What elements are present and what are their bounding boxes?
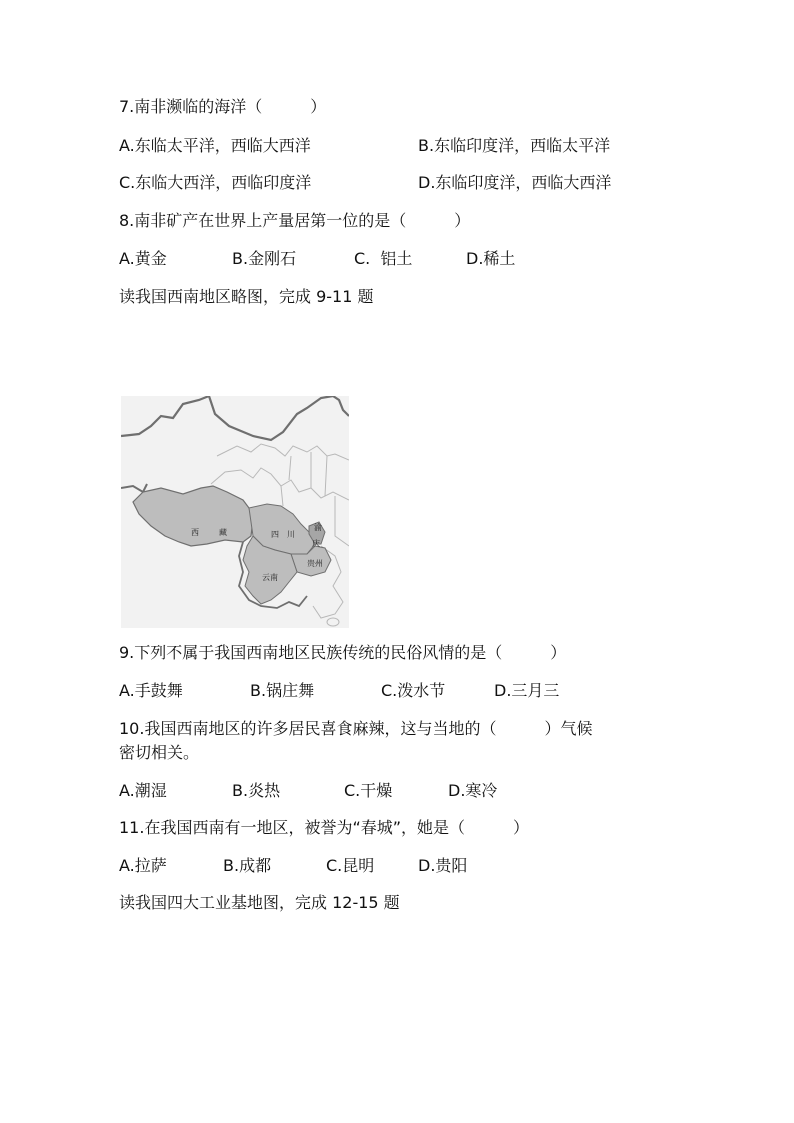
q8-option-d: D.稀土 <box>466 249 516 268</box>
map-label-yunnan: 云南 <box>262 573 278 582</box>
question-11-stem: 11.在我国西南有一地区，被誉为“春城”，她是（ ） <box>119 818 530 837</box>
q10-option-d: D.寒冷 <box>448 781 498 800</box>
map-label-guizhou: 贵州 <box>307 559 323 568</box>
map-label-xizang-2: 藏 <box>219 528 227 537</box>
map-label-sichuan-2: 川 <box>287 530 295 539</box>
q11-option-a: A.拉萨 <box>119 856 167 875</box>
q10-option-c: C.干燥 <box>344 781 393 800</box>
q10-option-a: A.潮湿 <box>119 781 167 800</box>
q7-option-d: D.东临印度洋，西临大西洋 <box>418 173 612 192</box>
q10-option-b: B.炎热 <box>232 781 281 800</box>
q8-option-a: A.黄金 <box>119 249 167 268</box>
map-intro-12-15: 读我国四大工业基地图，完成 12-15 题 <box>119 893 400 912</box>
q11-option-c: C.昆明 <box>326 856 375 875</box>
q9-option-a: A.手鼓舞 <box>119 681 183 700</box>
q11-option-d: D.贵阳 <box>418 856 468 875</box>
map-label-sichuan-1: 四 <box>271 530 279 539</box>
map-label-chongqing-2: 庆 <box>312 539 320 548</box>
q7-option-b: B.东临印度洋，西临太平洋 <box>418 136 611 155</box>
map-label-xizang-1: 西 <box>191 528 199 537</box>
map-label-chongqing: 渝 <box>314 523 322 532</box>
q9-option-b: B.锅庄舞 <box>250 681 315 700</box>
question-8-stem: 8.南非矿产在世界上产量居第一位的是（ ） <box>119 211 471 230</box>
question-9-stem: 9.下列不属于我国西南地区民族传统的民俗风情的是（ ） <box>119 643 567 662</box>
q7-option-c: C.东临大西洋，西临印度洋 <box>119 173 312 192</box>
q8-option-c: C. 铝土 <box>354 249 413 268</box>
q7-option-a: A.东临太平洋，西临大西洋 <box>119 136 311 155</box>
question-10-stem-line2: 密切相关。 <box>119 743 200 762</box>
q9-option-c: C.泼水节 <box>381 681 446 700</box>
question-7-stem: 7.南非濒临的海洋（ ） <box>119 97 327 116</box>
map-intro-9-11: 读我国西南地区略图，完成 9-11 题 <box>119 287 374 306</box>
q11-option-b: B.成都 <box>223 856 272 875</box>
southwest-china-map <box>121 396 349 628</box>
q8-option-b: B.金刚石 <box>232 249 297 268</box>
question-10-stem-line1: 10.我国西南地区的许多居民喜食麻辣，这与当地的（ ）气候 <box>119 719 593 738</box>
q9-option-d: D.三月三 <box>494 681 560 700</box>
